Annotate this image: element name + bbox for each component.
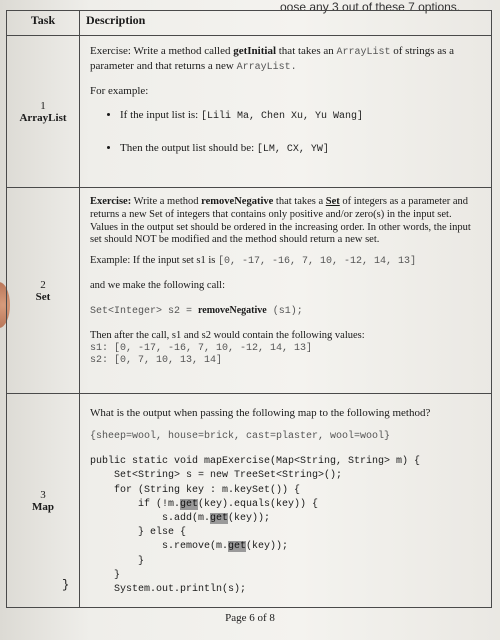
after-text: Then after the call, s1 and s2 would contain the following values: (90, 330, 365, 342)
description-cell-2 (80, 188, 492, 394)
closing-brace: } (62, 578, 70, 592)
code-line: (key)); (246, 541, 289, 553)
description-column-header: Description (80, 11, 492, 36)
inline-code: [0, -17, -16, 7, 10, -12, 14, 13] (218, 256, 417, 268)
table-row-arraylist (7, 36, 492, 188)
code-line: Set<String> s = new TreeSet<String>(); (90, 470, 343, 482)
example-text: Example: If the input set s1 is (90, 255, 219, 267)
task-cell-3 (7, 394, 80, 608)
task-table (6, 10, 492, 608)
exercise-mid: that takes an (276, 45, 337, 57)
inline-code: [Lili Ma, Chen Xu, Yu Wang] (200, 111, 364, 123)
task-cell-1 (7, 36, 80, 188)
table-row-set (7, 188, 492, 394)
exercise-text (90, 44, 481, 74)
description-cell-1 (80, 36, 492, 188)
example-list (90, 108, 481, 156)
code-block (90, 455, 481, 597)
s2-output: s2: [0, 7, 10, 13, 14] (90, 355, 223, 367)
method-name: removeNegative (198, 305, 267, 317)
page-number: Page 6 of 8 (225, 612, 275, 624)
for-example-label: For example: (90, 85, 149, 97)
code-line: public static void mapExercise(Map<String, String> m) { (90, 456, 421, 468)
highlighted-get: get (180, 498, 199, 510)
exercise-label: Exercise: (90, 196, 132, 207)
highlighted-get: get (228, 541, 247, 553)
exercise-mid2: of strings as a parameter and that returns a new (90, 45, 455, 72)
highlighted-get: get (210, 513, 229, 525)
task-name: Set (35, 290, 51, 303)
task-column-header: Task (7, 11, 80, 36)
code-line: (key).equals(key)) { (198, 498, 319, 510)
inline-code: ArrayList. (236, 62, 297, 73)
map-literal: {sheep=wool, house=brick, cast=plaster, wool=wool} (90, 431, 391, 443)
code-line: s.add(m. (90, 513, 211, 525)
method-name: getInitial (233, 45, 276, 57)
exercise-text (90, 196, 481, 247)
exercise-part: Write a method (131, 196, 202, 207)
bullet-text: Then the output list should be: (120, 142, 257, 155)
inline-code: ArrayList (336, 47, 391, 58)
call-line (90, 305, 481, 318)
task-name: ArrayList (19, 111, 67, 124)
description-cell-3 (80, 394, 492, 608)
example-line (90, 255, 481, 268)
call-text: and we make the following call: (90, 280, 225, 292)
code-line: for (String key : m.keySet()) { (90, 484, 301, 496)
list-item (120, 108, 481, 123)
code-line: System.out.println(s); (90, 583, 247, 595)
code-line: } (90, 555, 145, 567)
task-cell-2 (7, 188, 80, 394)
exercise-prefix: Exercise: Write a method called (90, 45, 234, 57)
inline-code: (s1); (266, 306, 303, 318)
code-line: s.remove(m. (90, 541, 229, 553)
bullet-text: If the input list is: (120, 109, 201, 122)
code-line: (key)); (228, 513, 271, 525)
set-word: Set (325, 196, 340, 207)
inline-code: Set<Integer> s2 = (90, 306, 199, 318)
table-row-map (7, 394, 492, 608)
task-number: 1 (40, 99, 46, 112)
task-name: Map (32, 500, 54, 513)
code-line: } else { (90, 527, 187, 539)
header-cut-text: oose any 3 out of these 7 options. (280, 0, 461, 14)
inline-code: [LM, CX, YW] (256, 144, 329, 156)
task-number: 2 (40, 278, 46, 291)
list-item (120, 141, 481, 156)
table-header-row (7, 11, 492, 36)
method-name: removeNegative (201, 196, 274, 207)
code-line: if (!m. (90, 498, 181, 510)
question-text: What is the output when passing the following map to the following method? (90, 407, 431, 419)
s1-output: s1: [0, -17, -16, 7, 10, -12, 14, 13] (90, 343, 313, 355)
exercise-part: that takes a (273, 196, 326, 207)
exercise-part: of integers as a parameter and returns a new Set of integers that contains only positive and/or zero(s) in the input set. Values in the output set should be ordered in the increasing order. In other words, the input set should NOT be modified and the method should return a new set. (90, 196, 471, 246)
code-line: } (90, 569, 121, 581)
task-number: 3 (40, 488, 46, 501)
